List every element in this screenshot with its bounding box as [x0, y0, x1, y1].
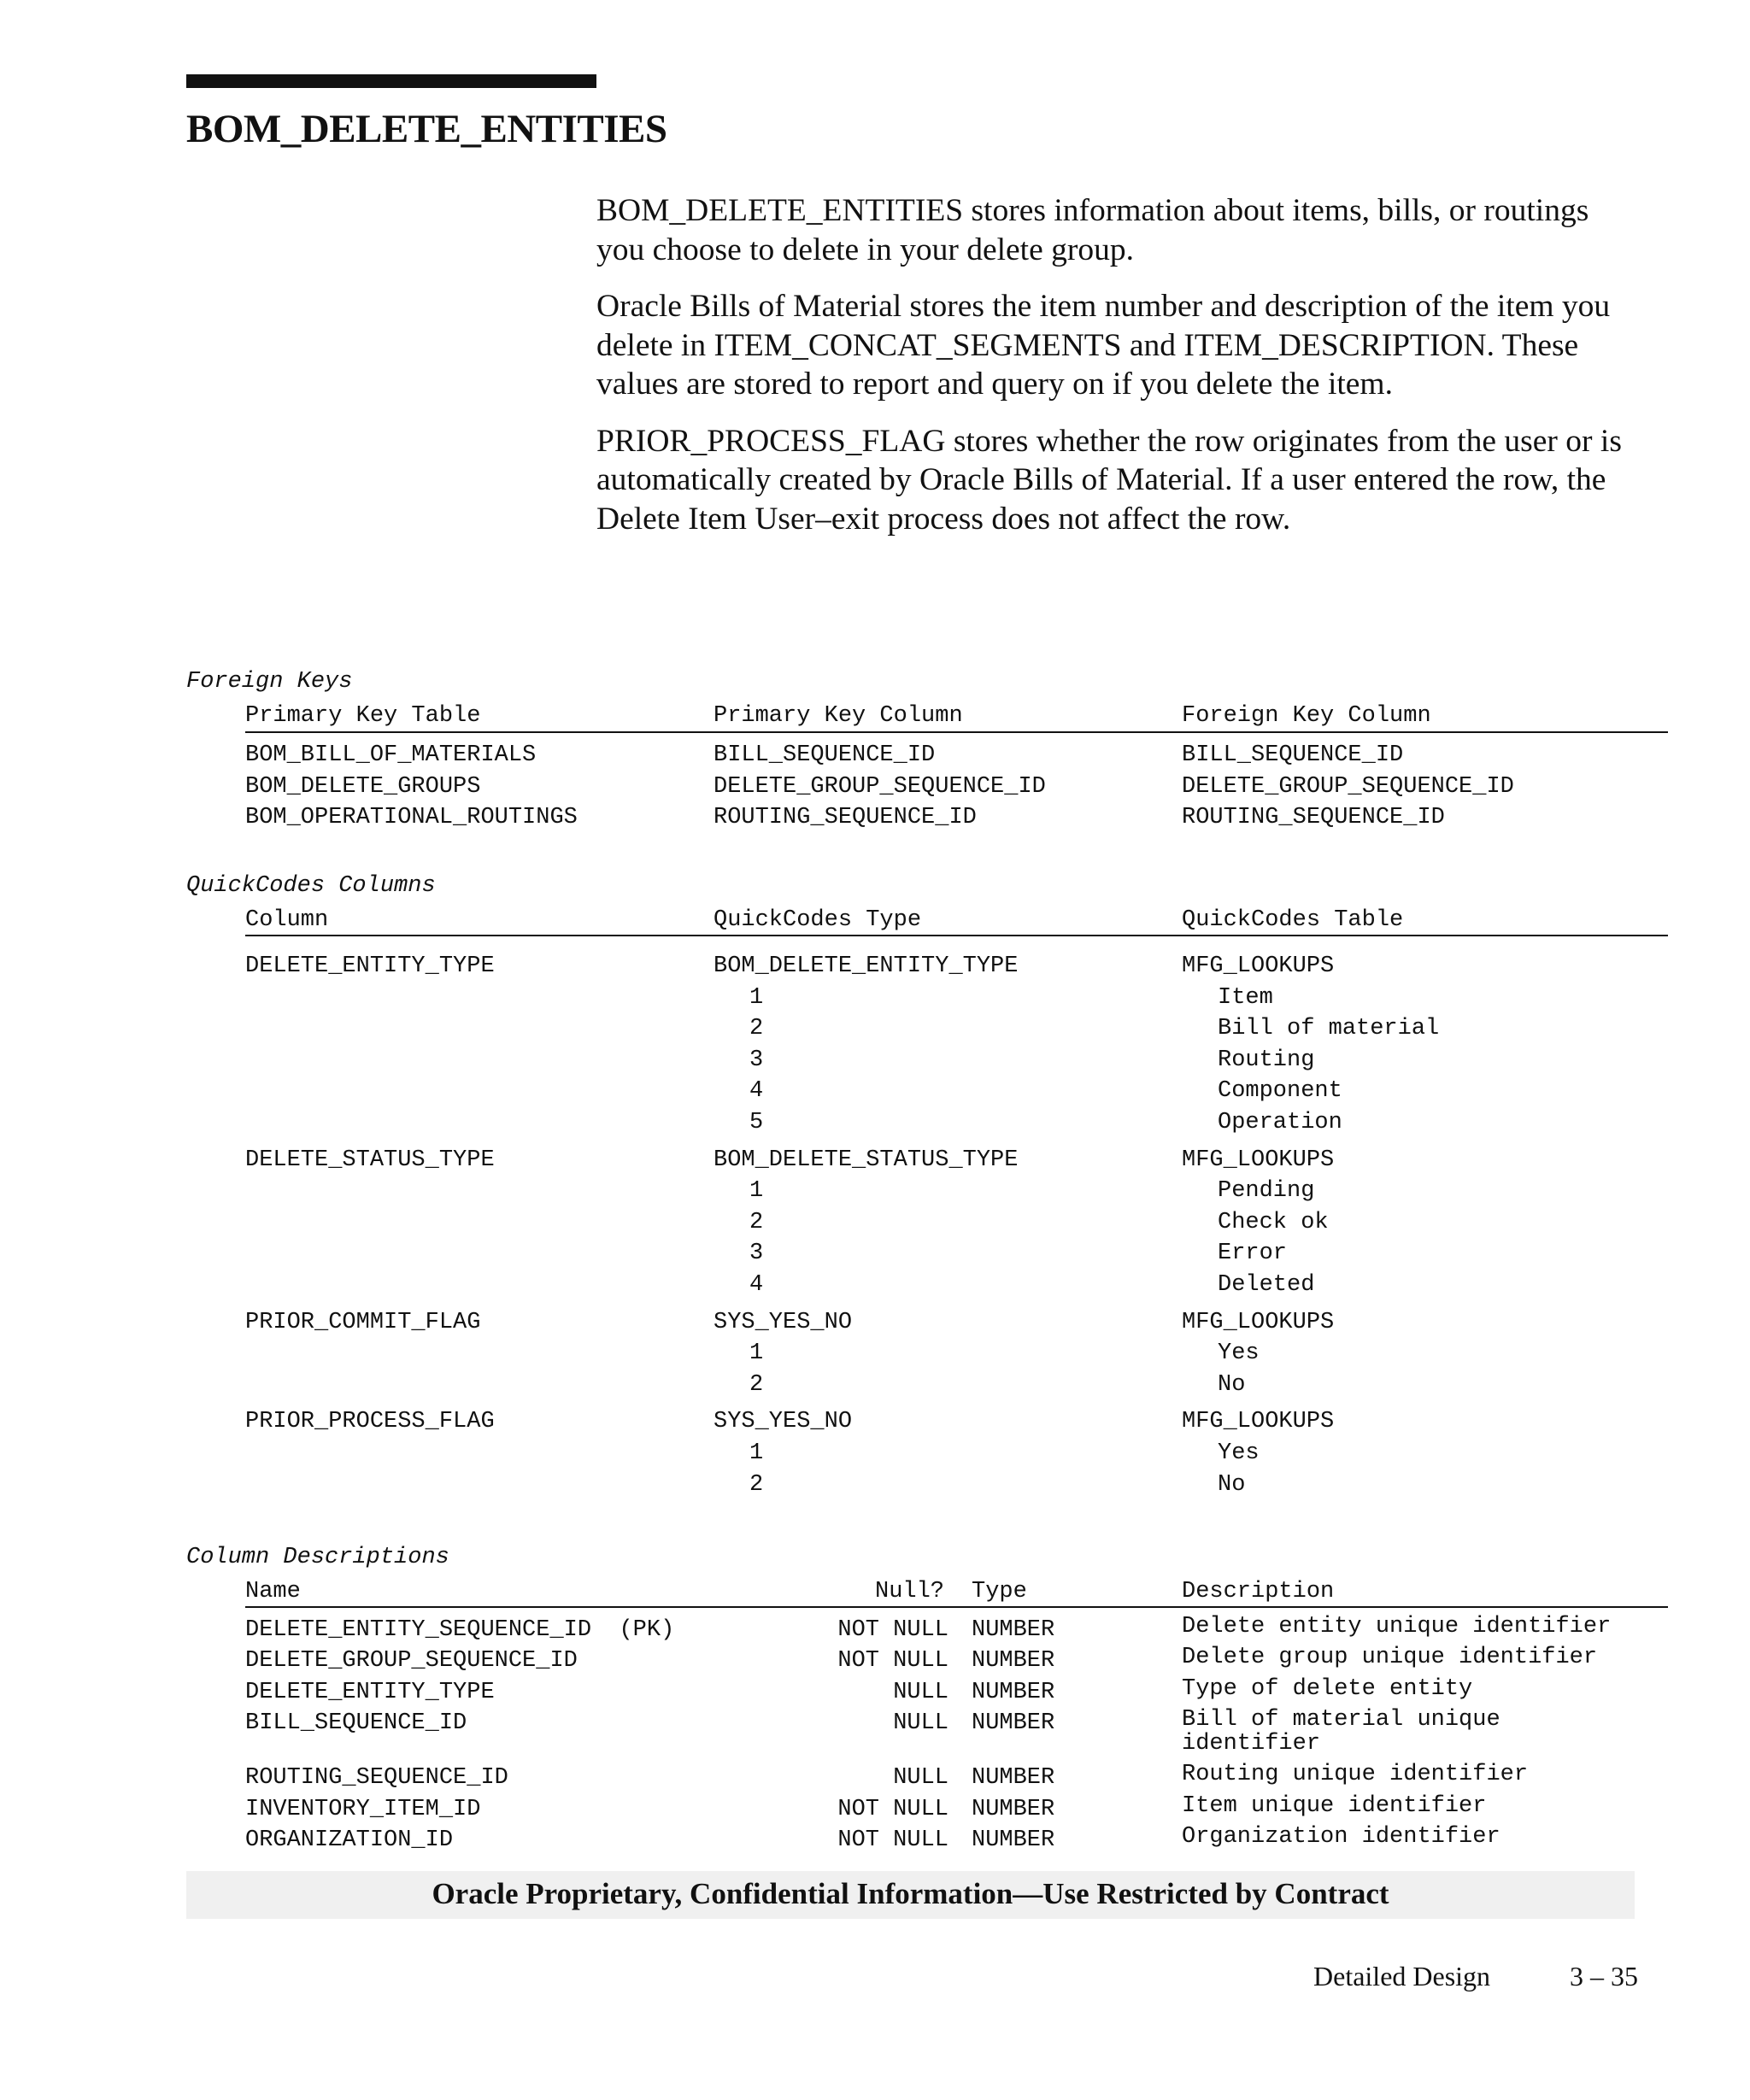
cd-header-name: Name: [245, 1579, 301, 1604]
qc-table: MFG_LOOKUPS: [1182, 1309, 1335, 1335]
title-rule: [186, 74, 596, 88]
qc-type: SYS_YES_NO: [714, 1409, 853, 1435]
footer-section: Detailed Design: [1313, 1961, 1491, 1991]
qc-code: 1: [749, 1340, 764, 1367]
qc-table: MFG_LOOKUPS: [1182, 953, 1335, 979]
qc-meaning: Bill of material: [1218, 1016, 1440, 1042]
qc-meaning: Component: [1218, 1078, 1342, 1105]
qc-type: BOM_DELETE_STATUS_TYPE: [714, 1147, 1019, 1173]
qc-header-type: QuickCodes Type: [714, 907, 922, 933]
fk-pk-column: BILL_SEQUENCE_ID: [714, 742, 936, 768]
fk-pk-table: BOM_OPERATIONAL_ROUTINGS: [245, 805, 578, 830]
fk-pk-table: BOM_DELETE_GROUPS: [245, 773, 481, 800]
cd-header-null: Null?: [875, 1579, 945, 1604]
cd-name: DELETE_GROUP_SEQUENCE_ID: [245, 1648, 578, 1675]
qc-code: 2: [749, 1209, 764, 1235]
fk-pk-column: DELETE_GROUP_SEQUENCE_ID: [714, 773, 1046, 800]
quickcodes-heading: QuickCodes Columns: [186, 873, 436, 899]
cd-header-type: Type: [972, 1579, 1027, 1604]
qc-code: 2: [749, 1016, 764, 1042]
qc-meaning: Error: [1218, 1241, 1288, 1267]
fk-fk-column: ROUTING_SEQUENCE_ID: [1182, 805, 1445, 830]
fk-pk-table: BOM_BILL_OF_MATERIALS: [245, 742, 537, 768]
paragraph-2: Oracle Bills of Material stores the item number and description of the item you delete in ITEM_CONCAT_SEGMENTS and ITEM_DESCRIPTION. These values are stored to report and query on if you delete the item.: [596, 289, 1611, 402]
cd-name: ROUTING_SEQUENCE_ID: [245, 1765, 508, 1792]
qc-meaning: Yes: [1218, 1340, 1260, 1367]
qc-header-column: Column: [245, 907, 329, 933]
cd-null: NOT NULL: [837, 1796, 948, 1822]
qc-meaning: No: [1218, 1371, 1246, 1398]
qc-meaning: No: [1218, 1471, 1246, 1498]
cd-null: NOT NULL: [837, 1827, 948, 1853]
qc-code: 1: [749, 1440, 764, 1466]
qc-meaning: Routing: [1218, 1047, 1315, 1073]
cd-type: NUMBER: [972, 1679, 1055, 1705]
fk-header-pk-table: Primary Key Table: [245, 703, 481, 729]
foreign-keys-heading: Foreign Keys: [186, 669, 353, 695]
cd-type: NUMBER: [972, 1617, 1055, 1643]
fk-fk-column: DELETE_GROUP_SEQUENCE_ID: [1182, 773, 1514, 800]
cd-name: ORGANIZATION_ID: [245, 1827, 454, 1853]
confidential-notice: Oracle Proprietary, Confidential Information––Use Restricted by Contract: [432, 1877, 1389, 1910]
qc-code: 1: [749, 984, 764, 1011]
qc-header-table: QuickCodes Table: [1182, 907, 1404, 933]
qc-code: 2: [749, 1471, 764, 1498]
cd-null: NOT NULL: [837, 1648, 948, 1675]
page-number: 3 – 35: [1570, 1961, 1638, 1991]
qc-code: 4: [749, 1078, 764, 1105]
qc-meaning: Operation: [1218, 1110, 1342, 1135]
cd-description: Organization identifier: [1182, 1824, 1500, 1850]
paragraph-3: PRIOR_PROCESS_FLAG stores whether the row originates from the user or is automatically created by Oracle Bills of Material. If a user entered the row, the Delete Item User–exit process does not affect the row.: [596, 423, 1622, 537]
cd-name: INVENTORY_ITEM_ID: [245, 1796, 481, 1822]
qc-column: PRIOR_PROCESS_FLAG: [245, 1409, 495, 1435]
cd-description: Delete group unique identifier: [1182, 1645, 1598, 1671]
cd-null: NULL: [893, 1710, 948, 1737]
cd-null: NULL: [893, 1765, 948, 1792]
cd-type: NUMBER: [972, 1765, 1055, 1792]
paragraph-1: BOM_DELETE_ENTITIES stores information about items, bills, or routings you choose to delete in your delete group.: [596, 193, 1589, 267]
column-descriptions-heading: Column Descriptions: [186, 1545, 449, 1570]
cd-name: DELETE_ENTITY_TYPE: [245, 1679, 495, 1705]
qc-code: 5: [749, 1110, 764, 1135]
cd-name: DELETE_ENTITY_SEQUENCE_ID (PK): [245, 1617, 675, 1643]
qc-type: SYS_YES_NO: [714, 1309, 853, 1335]
qc-code: 2: [749, 1371, 764, 1398]
cd-description: Item unique identifier: [1182, 1792, 1487, 1819]
cd-description: Type of delete entity: [1182, 1675, 1473, 1702]
qc-meaning: Pending: [1218, 1178, 1315, 1205]
cd-description: Routing unique identifier: [1182, 1762, 1529, 1788]
intro-text: [596, 191, 1639, 556]
qc-meaning: Deleted: [1218, 1272, 1315, 1298]
fk-header-rule: [245, 731, 1668, 733]
cd-type: NUMBER: [972, 1648, 1055, 1675]
qc-meaning: Check ok: [1218, 1209, 1329, 1235]
qc-table: MFG_LOOKUPS: [1182, 1147, 1335, 1173]
qc-meaning: Yes: [1218, 1440, 1260, 1466]
cd-type: NUMBER: [972, 1710, 1055, 1737]
cd-header-rule: [245, 1606, 1668, 1608]
page-title: BOM_DELETE_ENTITIES: [186, 107, 667, 151]
cd-description: Delete entity unique identifier: [1182, 1614, 1612, 1640]
fk-header-fk-column: Foreign Key Column: [1182, 703, 1431, 729]
cd-null: NOT NULL: [837, 1617, 948, 1643]
qc-column: DELETE_ENTITY_TYPE: [245, 953, 495, 979]
fk-pk-column: ROUTING_SEQUENCE_ID: [714, 805, 977, 830]
cd-description: Bill of material unique identifier: [1182, 1707, 1500, 1757]
cd-type: NUMBER: [972, 1796, 1055, 1822]
qc-table: MFG_LOOKUPS: [1182, 1409, 1335, 1435]
qc-code: 3: [749, 1241, 764, 1267]
fk-fk-column: BILL_SEQUENCE_ID: [1182, 742, 1404, 768]
qc-code: 1: [749, 1178, 764, 1205]
cd-name: BILL_SEQUENCE_ID: [245, 1710, 467, 1737]
qc-code: 3: [749, 1047, 764, 1073]
fk-header-pk-column: Primary Key Column: [714, 703, 963, 729]
cd-type: NUMBER: [972, 1827, 1055, 1853]
qc-column: PRIOR_COMMIT_FLAG: [245, 1309, 481, 1335]
qc-type: BOM_DELETE_ENTITY_TYPE: [714, 953, 1019, 979]
qc-column: DELETE_STATUS_TYPE: [245, 1147, 495, 1173]
qc-header-rule: [245, 935, 1668, 936]
cd-null: NULL: [893, 1679, 948, 1705]
cd-header-description: Description: [1182, 1579, 1335, 1604]
qc-meaning: Item: [1218, 984, 1273, 1011]
qc-code: 4: [749, 1272, 764, 1298]
